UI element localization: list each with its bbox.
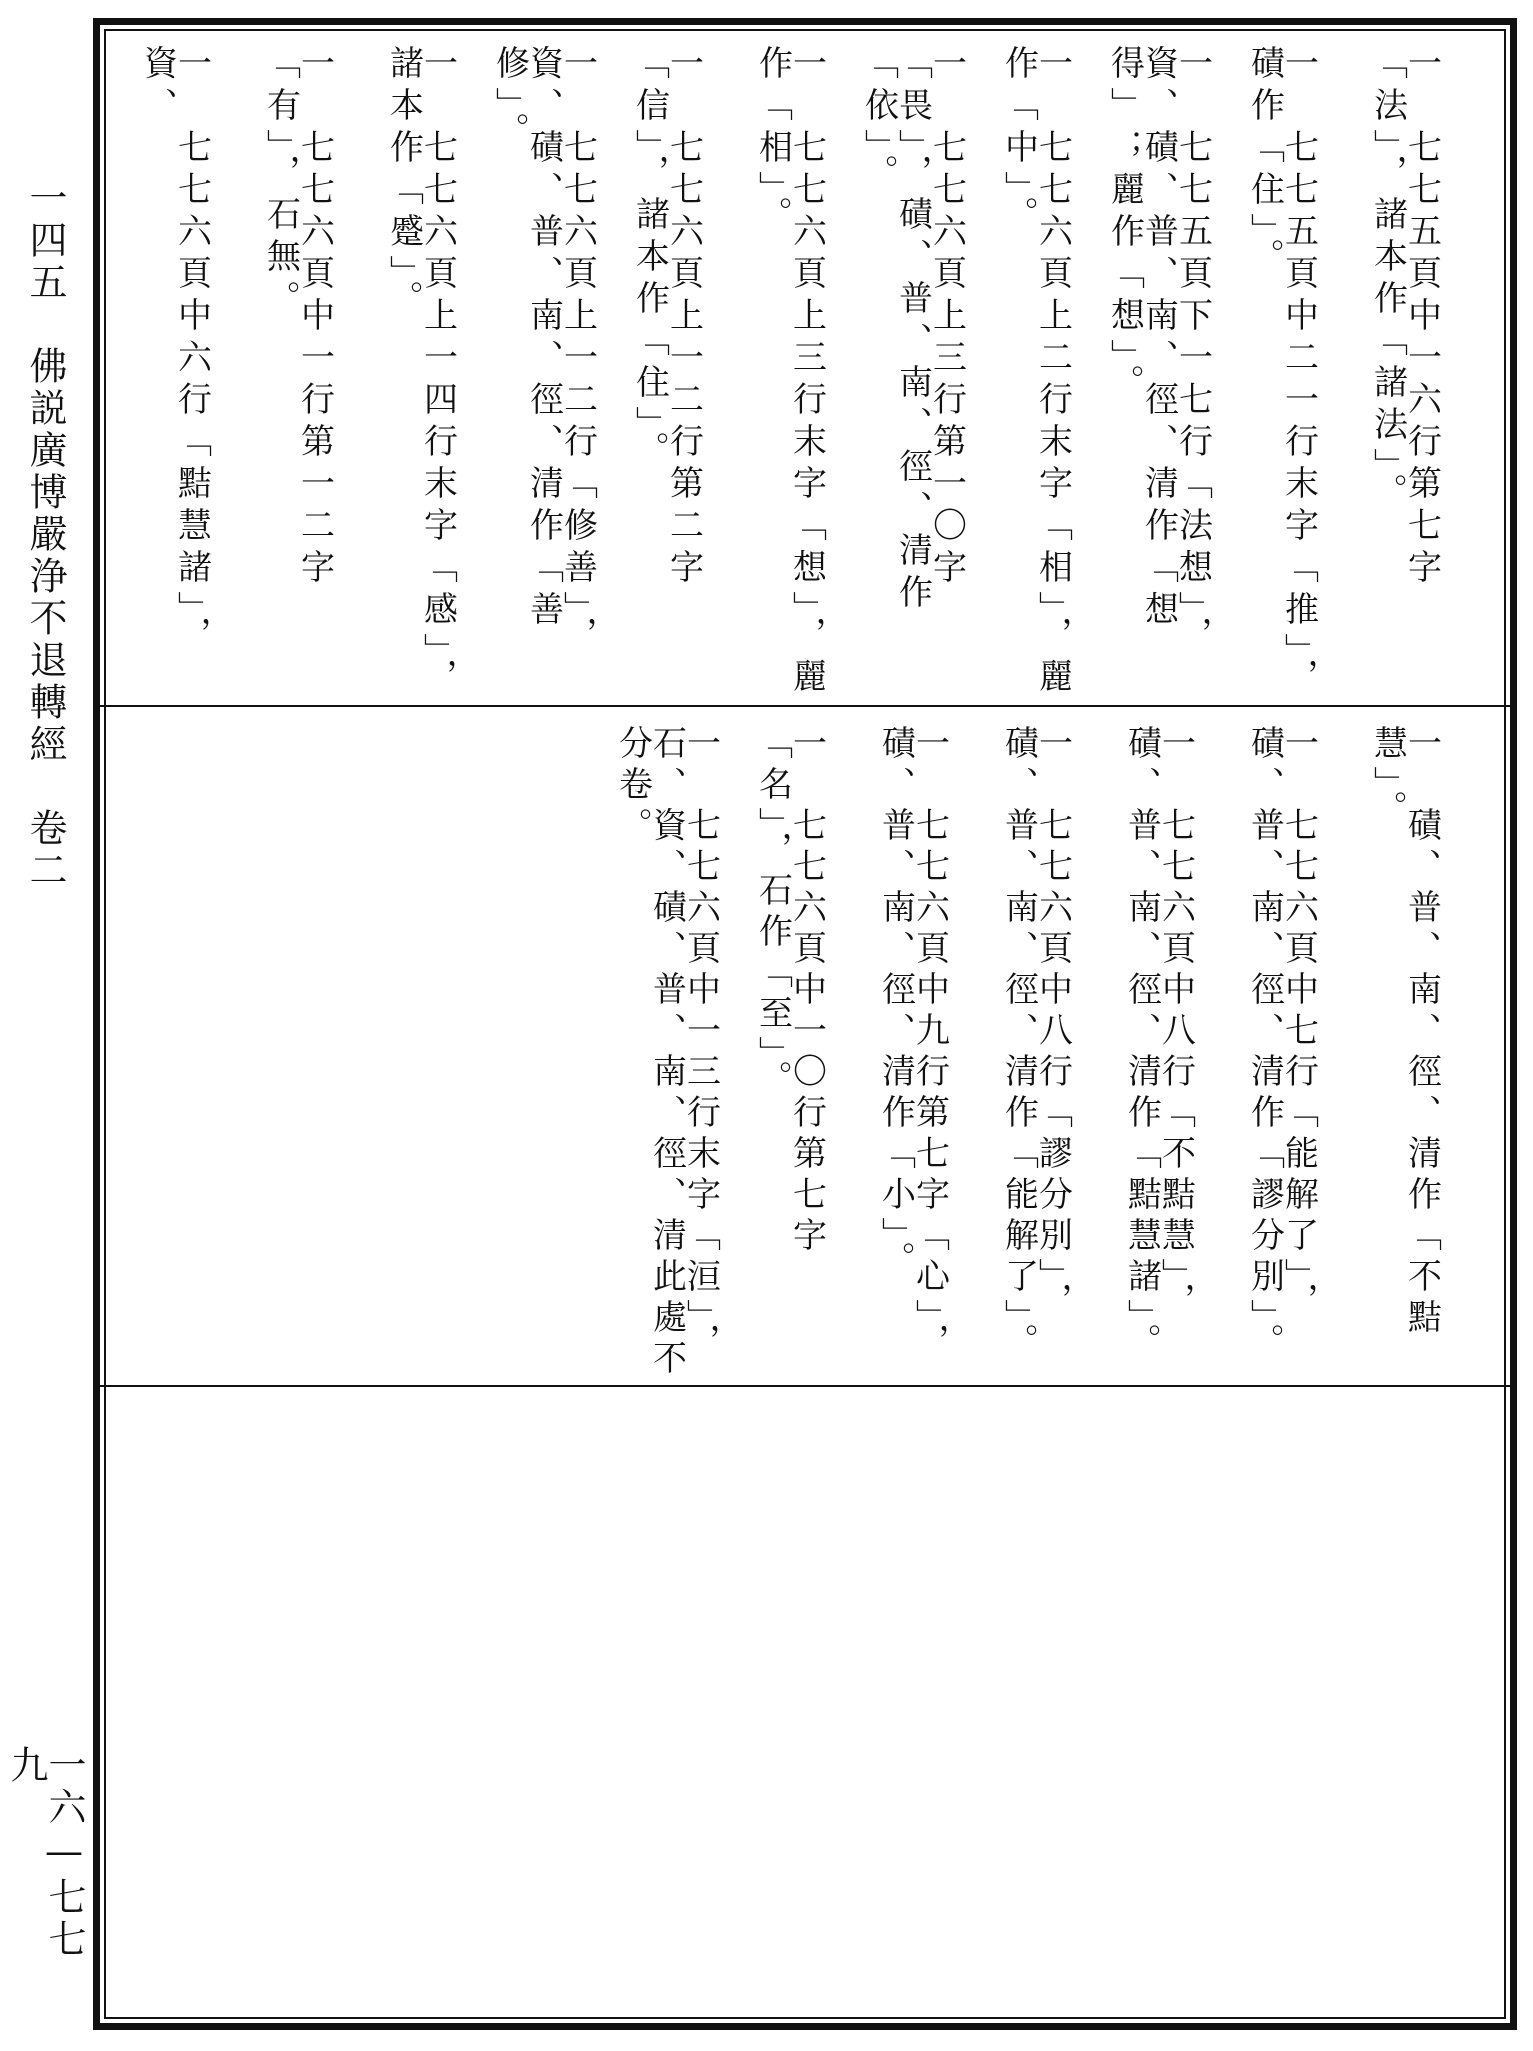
column-text: 一 七七五頁中二一行末字「推」，磧作「住」。 xyxy=(1244,45,1319,700)
text-column xyxy=(1220,725,1343,1385)
column-text: 一 七七六頁上一四行末字「感」，諸本作「蹙」。 xyxy=(383,45,458,700)
column-text: 一 七七六頁上二行末字「相」，麗作「中」。 xyxy=(998,45,1073,700)
text-column xyxy=(605,45,728,705)
register-upper xyxy=(100,45,1510,705)
register-middle xyxy=(100,725,1510,1385)
text-column xyxy=(851,725,974,1385)
register-divider-1 xyxy=(100,705,1510,707)
column-text: 一 七七五頁中一六行第七字「法」，諸本作「諸法」。 xyxy=(1367,45,1442,591)
column-text: 一 七七六頁中八行「不黠慧」，磧、普、南、徑、清作「黠慧諸」。 xyxy=(1121,725,1196,1364)
text-column xyxy=(236,45,359,705)
column-text: 一 七七六頁中六行「黠慧諸」，資、 xyxy=(137,45,212,658)
text-column xyxy=(482,45,605,705)
page-number xyxy=(0,1745,90,1975)
running-title xyxy=(0,178,90,938)
column-text: 一 七七六頁中一三行末字「洹」，石、資、磧、普、南、徑、清此處不分卷。 xyxy=(612,725,721,1381)
column-text: 一 七七六頁中九行第七字「心」，磧、普、南、徑、清作「小」。 xyxy=(875,725,950,1364)
page-frame xyxy=(93,18,1517,2030)
running-title-text: 一四五 佛説廣博嚴浄不退轉經 卷二 xyxy=(23,178,67,892)
column-text: 一 七七六頁上三行末字「想」，麗作「相」。 xyxy=(752,45,827,700)
text-column xyxy=(1097,45,1220,705)
register-divider-2 xyxy=(100,1385,1510,1387)
page-number-text: 一六—七七九 xyxy=(4,1745,86,1961)
text-column xyxy=(1343,725,1466,1385)
column-text: 一 七七六頁中七行「能解了」，磧、普、南、徑、清作「謬分別」。 xyxy=(1244,725,1319,1364)
text-column xyxy=(851,45,974,705)
column-text: 一 七七五頁下一七行「法想」，資、磧、普、南、徑、清作「想得」；麗作「想」。 xyxy=(1104,45,1213,658)
text-column xyxy=(359,45,482,705)
text-column xyxy=(974,45,1097,705)
column-text: 一 七七六頁上三行第一〇字「畏」，磧、普、南、徑、清作「依」。 xyxy=(858,45,967,616)
text-column xyxy=(728,725,851,1385)
column-text: 一 七七六頁中一〇行第七字「名」，石作「至」。 xyxy=(752,725,827,1258)
text-column xyxy=(1343,45,1466,705)
text-column xyxy=(974,725,1097,1385)
column-text: 一 七七六頁中一行第一二字「有」，石無。 xyxy=(260,45,335,591)
column-text: 一 磧、普、南、徑、清作「不黠慧」。 xyxy=(1367,725,1442,1340)
text-column xyxy=(113,45,236,705)
column-text: 一 七七六頁上一二行第二字「信」，諸本作「住」。 xyxy=(629,45,704,591)
text-column xyxy=(1097,725,1220,1385)
text-column xyxy=(605,725,728,1385)
text-column xyxy=(1220,45,1343,705)
column-text: 一 七七六頁上一二行「修善」，資、磧、普、南、徑、清作「善修」。 xyxy=(489,45,598,658)
text-column xyxy=(728,45,851,705)
column-text: 一 七七六頁中八行「謬分別」，磧、普、南、徑、清作「能解了」。 xyxy=(998,725,1073,1364)
